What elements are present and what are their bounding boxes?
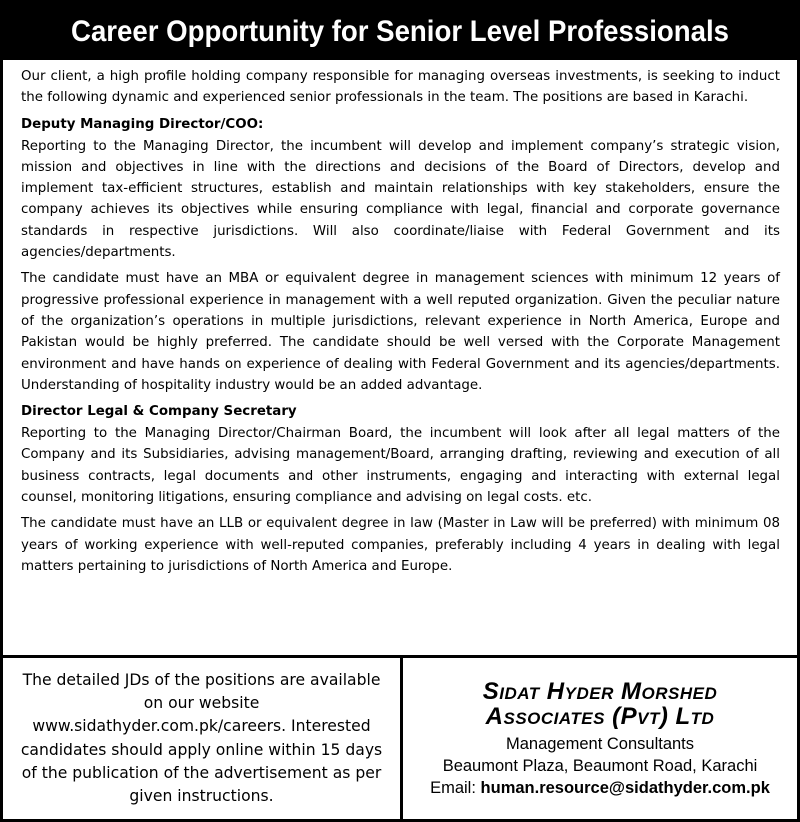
- email-label: Email:: [430, 778, 476, 797]
- email-link[interactable]: human.resource@sidathyder.com.pk: [480, 778, 770, 797]
- firm-name-line2: Associates (Pvt) Ltd: [485, 702, 715, 730]
- firm-name-line1: Sidat Hyder Morshed: [482, 677, 718, 705]
- coo-requirements: The candidate must have an MBA or equivalent degree in management sciences with minimum 12 years of progressive professional experience in management with a well reputed organization. Given the peculiar nature of the organization’s operations in multiple jurisdictions, relevant experience in North America, Europe and Pakistan would be highly preferred. The candidate should be well versed with the Corporate Management environment and have hands on experience of dealing with Federal Government and its agencies/departments. Understanding of hospitality industry would be an added advantage.: [21, 271, 780, 393]
- title-banner: [3, 3, 797, 60]
- position-heading-coo: Deputy Managing Director/COO:: [21, 116, 264, 132]
- firm-email-line: [430, 777, 770, 799]
- legal-requirements: The candidate must have an LLB or equivalent degree in law (Master in Law will be preferred) with minimum 08 years of working experience with well-reputed companies, preferably including 4 years in dealing with legal matters pertaining to jurisdictions of North America and Europe.: [21, 516, 780, 574]
- footer: [3, 655, 797, 819]
- application-instructions: [3, 658, 403, 819]
- firm-address: Beaumont Plaza, Beaumont Road, Karachi: [442, 756, 758, 775]
- instructions-text: The detailed JDs of the positions are available on our website www.sidathyder.com.pk/careers. Interested candidates should apply online within 15 days of the publication of the advertisement as per given instructions.: [20, 670, 383, 805]
- firm-contact: [403, 658, 797, 819]
- firm-tagline: Management Consultants: [505, 734, 695, 753]
- legal-responsibilities: Reporting to the Managing Director/Chairman Board, the incumbent will look after all legal matters of the Company and its Subsidiaries, advising management/Board, arranging drafting, reviewing and execution of all business contracts, legal documents and other instruments, engaging and interacting with external legal counsel, monitoring litigations, ensuring compliance and advising on legal costs. etc.: [21, 426, 780, 506]
- coo-responsibilities: Reporting to the Managing Director, the incumbent will develop and implement company’s strategic vision, mission and objectives in line with the directions and decisions of the Board of Directors, develop and implement tax-efficient structures, establish and maintain relationships with key stakeholders, ensure the company achieves its objectives while ensuring compliance with legal, financial and corporate governance standards in respective jurisdictions. Will also coordinate/liaise with Federal Government and its agencies/departments.: [21, 138, 780, 261]
- intro-paragraph: Our client, a high profile holding company responsible for managing overseas investments, is seeking to induct the following dynamic and experienced senior professionals in the team. The positions are based in Karachi.: [21, 69, 780, 106]
- ad-body: [3, 60, 797, 577]
- position-heading-legal: Director Legal & Company Secretary: [21, 404, 297, 420]
- page-title: Career Opportunity for Senior Level Professionals: [35, 3, 765, 60]
